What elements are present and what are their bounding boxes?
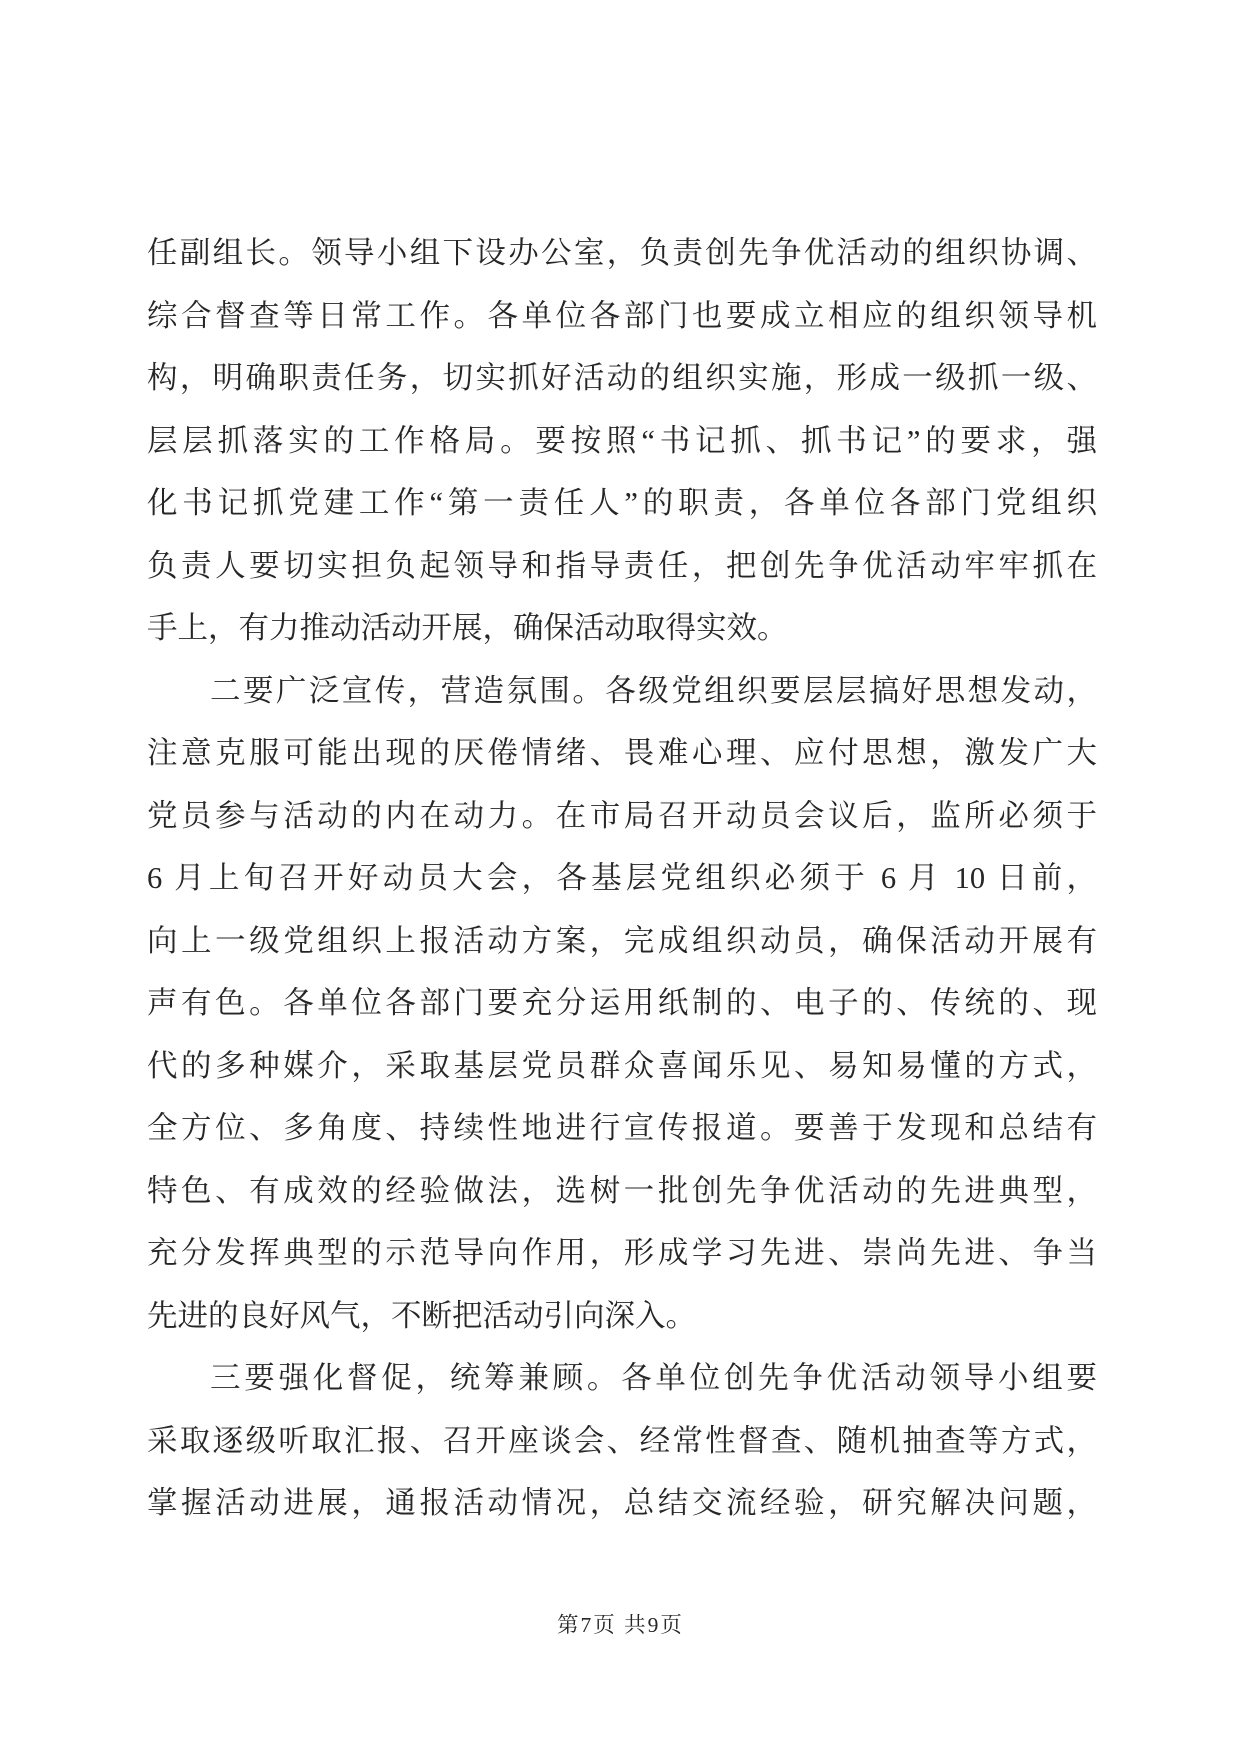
text-line: 特色、有成效的经验做法，选树一批创先争优活动的先进典型， — [147, 1173, 1097, 1208]
text-line: 全方位、多角度、持续性地进行宣传报道。要善于发现和总结有 — [147, 1111, 1097, 1145]
text-line: 综合督查等日常工作。各单位各部门也要成立相应的组织领导机 — [147, 298, 1097, 333]
text-line: 三要强化督促，统筹兼顾。各单位创先争优活动领导小组要 — [210, 1361, 1097, 1395]
text-line: 代的多种媒介，采取基层党员群众喜闻乐见、易知易懂的方式， — [147, 1048, 1097, 1083]
text-line: 任副组长。领导小组下设办公室，负责创先争优活动的组织协调、 — [147, 236, 1097, 270]
text-line: 负责人要切实担负起领导和指导责任，把创先争优活动牢牢抓在 — [147, 548, 1097, 583]
text-line: 向上一级党组织上报活动方案，完成组织动员，确保活动开展有 — [147, 923, 1097, 958]
text-line: 二要广泛宣传，营造氛围。各级党组织要层层搞好思想发动， — [210, 673, 1097, 708]
text-line: 构，明确职责任务，切实抓好活动的组织实施，形成一级抓一级、 — [147, 361, 1097, 395]
body-text — [147, 222, 1097, 1535]
text-line: 声有色。各单位各部门要充分运用纸制的、电子的、传统的、现 — [147, 986, 1097, 1020]
text-line: 注意克服可能出现的厌倦情绪、畏难心理、应付思想，激发广大 — [147, 736, 1097, 770]
text-line: 采取逐级听取汇报、召开座谈会、经常性督查、随机抽查等方式， — [147, 1423, 1097, 1458]
text-line: 先进的良好风气，不断把活动引向深入。 — [147, 1298, 696, 1333]
text-line: 党员参与活动的内在动力。在市局召开动员会议后，监所必须于 — [147, 798, 1097, 833]
text-line: 层层抓落实的工作格局。要按照“书记抓、抓书记”的要求，强 — [147, 423, 1097, 458]
text-line: 手上，有力推动活动开展，确保活动取得实效。 — [147, 611, 788, 645]
text-line: 6 月上旬召开好动员大会，各基层党组织必须于 6 月 10 日前， — [147, 861, 1097, 895]
text-line: 充分发挥典型的示范导向作用，形成学习先进、崇尚先进、争当 — [147, 1236, 1097, 1270]
page-number-footer: 第7页 共9页 — [557, 1613, 684, 1637]
text-line: 化书记抓党建工作“第一责任人”的职责，各单位各部门党组织 — [147, 486, 1097, 520]
text-line: 掌握活动进展，通报活动情况，总结交流经验，研究解决问题， — [147, 1486, 1097, 1520]
